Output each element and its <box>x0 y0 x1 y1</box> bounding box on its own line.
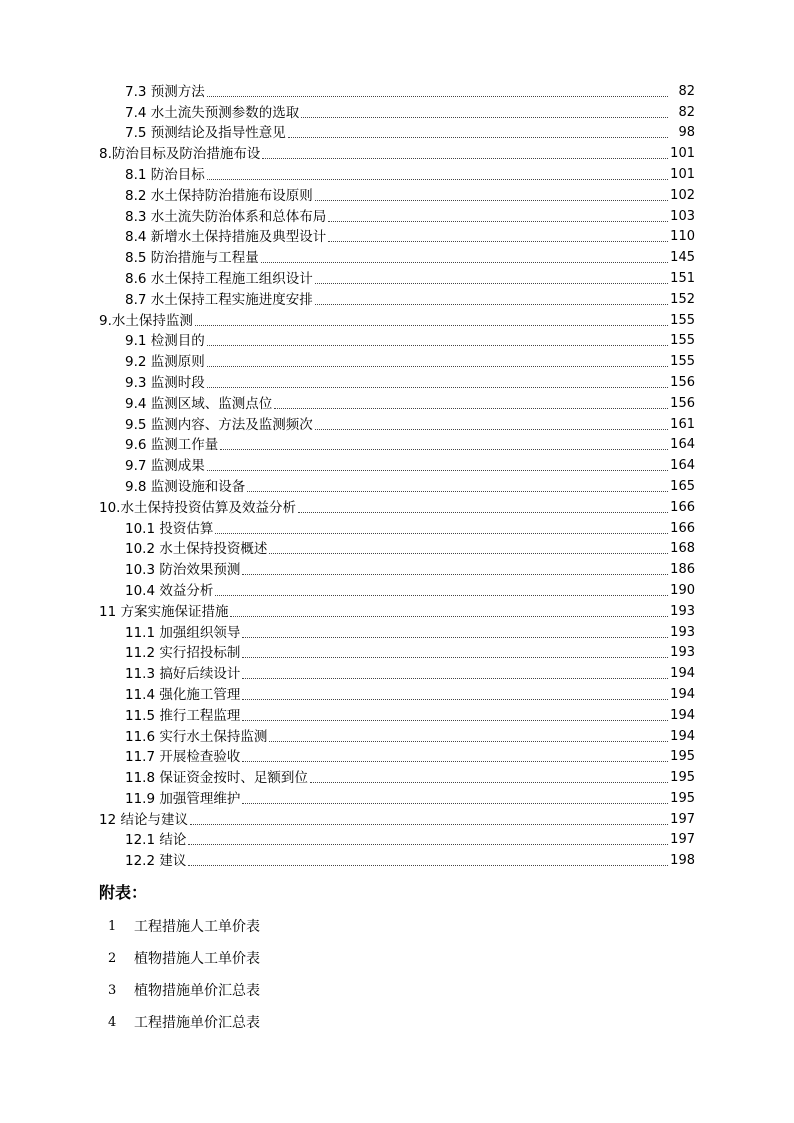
appendix-item <box>108 942 260 974</box>
toc-entry-title: 7.5 预测结论及指导性意见 <box>125 125 286 142</box>
appendix-item <box>108 910 260 942</box>
toc-entry-page: 155 <box>670 333 695 349</box>
table-of-contents <box>0 79 794 869</box>
dot-leader <box>261 262 668 263</box>
toc-entry-title: 12.2 建议 <box>125 853 187 870</box>
toc-entry-title: 8.2 水土保持防治措施布设原则 <box>125 187 313 204</box>
dot-leader <box>298 512 668 513</box>
dot-leader <box>315 304 668 305</box>
toc-entry[interactable] <box>0 183 794 204</box>
dot-leader <box>315 200 668 201</box>
toc-entry-title: 11 方案实施保证措施 <box>99 603 229 620</box>
toc-entry[interactable] <box>0 641 794 662</box>
dot-leader <box>328 241 668 242</box>
toc-entry-page: 161 <box>670 416 695 432</box>
appendix-item-number: 3 <box>108 982 117 998</box>
appendix-list <box>108 910 260 1038</box>
toc-entry-title: 9.水土保持监测 <box>99 312 193 329</box>
dot-leader <box>190 824 668 825</box>
toc-entry-title: 11.5 推行工程监理 <box>125 707 241 724</box>
toc-entry-title: 11.1 加强组织领导 <box>125 624 241 641</box>
toc-entry-title: 9.2 监测原则 <box>125 354 205 371</box>
toc-entry-page: 168 <box>670 541 695 557</box>
toc-entry-page: 103 <box>670 208 695 224</box>
appendix-item-label: 工程措施单价汇总表 <box>134 1015 260 1031</box>
dot-leader <box>230 616 668 617</box>
dot-leader <box>207 366 668 367</box>
toc-entry-title: 11.7 开展检查验收 <box>125 749 241 766</box>
appendix-item-label: 工程措施人工单价表 <box>134 919 260 935</box>
toc-entry[interactable] <box>0 786 794 807</box>
toc-entry[interactable] <box>0 329 794 350</box>
appendix-item <box>108 1006 260 1038</box>
toc-entry-title: 11.6 实行水土保持监测 <box>125 728 268 745</box>
toc-entry[interactable] <box>0 807 794 828</box>
toc-entry-page: 145 <box>670 250 695 266</box>
toc-entry-title: 10.4 效益分析 <box>125 582 214 599</box>
toc-entry-title: 9.3 监测时段 <box>125 374 205 391</box>
toc-entry[interactable] <box>0 100 794 121</box>
toc-entry-page: 193 <box>670 645 695 661</box>
dot-leader <box>242 574 668 575</box>
toc-entry-title: 11.3 搞好后续设计 <box>125 666 241 683</box>
dot-leader <box>242 761 668 762</box>
toc-entry-title: 11.8 保证资金按时、足额到位 <box>125 770 308 787</box>
dot-leader <box>207 179 668 180</box>
toc-entry-page: 155 <box>670 312 695 328</box>
toc-entry-page: 197 <box>670 832 695 848</box>
toc-entry-title: 9.5 监测内容、方法及监测频次 <box>125 416 313 433</box>
toc-entry-page: 164 <box>670 437 695 453</box>
toc-entry[interactable] <box>0 703 794 724</box>
dot-leader <box>242 803 668 804</box>
dot-leader <box>269 741 668 742</box>
toc-entry[interactable] <box>0 474 794 495</box>
toc-entry[interactable] <box>0 745 794 766</box>
toc-entry[interactable] <box>0 245 794 266</box>
toc-entry-page: 186 <box>670 562 695 578</box>
toc-entry[interactable] <box>0 412 794 433</box>
dot-leader <box>288 137 668 138</box>
toc-entry-page: 164 <box>670 458 695 474</box>
toc-entry-title: 10.水土保持投资估算及效益分析 <box>99 499 296 516</box>
toc-entry[interactable] <box>0 828 794 849</box>
toc-entry-page: 195 <box>670 790 695 806</box>
dot-leader <box>328 221 668 222</box>
toc-entry-page: 98 <box>678 125 695 141</box>
toc-entry-page: 101 <box>670 166 695 182</box>
toc-entry-title: 10.2 水土保持投资概述 <box>125 541 268 558</box>
appendix-title: 附表： <box>99 883 148 902</box>
toc-entry-title: 9.6 监测工作量 <box>125 437 219 454</box>
dot-leader <box>242 699 668 700</box>
dot-leader <box>269 553 668 554</box>
toc-entry-page: 195 <box>670 770 695 786</box>
dot-leader <box>315 283 668 284</box>
toc-entry[interactable] <box>0 121 794 142</box>
dot-leader <box>242 720 668 721</box>
dot-leader <box>188 865 668 866</box>
toc-entry-page: 82 <box>678 83 695 99</box>
toc-entry-page: 165 <box>670 478 695 494</box>
toc-entry-page: 152 <box>670 291 695 307</box>
toc-entry-page: 102 <box>670 187 695 203</box>
toc-entry-title: 9.4 监测区域、监测点位 <box>125 395 273 412</box>
dot-leader <box>301 117 668 118</box>
toc-entry[interactable] <box>0 661 794 682</box>
toc-entry-title: 8.防治目标及防治措施布设 <box>99 146 261 163</box>
toc-entry-page: 190 <box>670 582 695 598</box>
dot-leader <box>274 408 668 409</box>
toc-entry[interactable] <box>0 79 794 100</box>
toc-entry-title: 7.3 预测方法 <box>125 83 205 100</box>
toc-entry-page: 194 <box>670 666 695 682</box>
toc-entry-title: 8.6 水土保持工程施工组织设计 <box>125 270 313 287</box>
toc-entry-title: 8.1 防治目标 <box>125 166 205 183</box>
toc-entry-title: 11.2 实行招投标制 <box>125 645 241 662</box>
toc-entry[interactable] <box>0 599 794 620</box>
dot-leader <box>207 345 668 346</box>
appendix-item-number: 2 <box>108 950 117 966</box>
toc-entry[interactable] <box>0 266 794 287</box>
dot-leader <box>220 449 668 450</box>
dot-leader <box>247 491 668 492</box>
toc-entry-title: 7.4 水土流失预测参数的选取 <box>125 104 300 121</box>
toc-entry-page: 195 <box>670 749 695 765</box>
toc-entry[interactable] <box>0 537 794 558</box>
toc-entry[interactable] <box>0 204 794 225</box>
toc-entry-page: 194 <box>670 707 695 723</box>
toc-entry-page: 156 <box>670 395 695 411</box>
toc-entry-title: 9.7 监测成果 <box>125 458 205 475</box>
toc-entry[interactable] <box>0 391 794 412</box>
toc-entry-title: 10.1 投资估算 <box>125 520 214 537</box>
toc-entry-page: 166 <box>670 520 695 536</box>
toc-entry-title: 8.3 水土流失防治体系和总体布局 <box>125 208 327 225</box>
toc-entry-title: 9.1 检测目的 <box>125 333 205 350</box>
dot-leader <box>242 678 668 679</box>
dot-leader <box>310 782 668 783</box>
toc-entry-page: 197 <box>670 811 695 827</box>
toc-entry[interactable] <box>0 308 794 329</box>
toc-entry-page: 193 <box>670 624 695 640</box>
dot-leader <box>207 470 668 471</box>
dot-leader <box>242 637 668 638</box>
toc-entry-page: 166 <box>670 499 695 515</box>
toc-entry[interactable] <box>0 495 794 516</box>
toc-entry-title: 12.1 结论 <box>125 832 187 849</box>
toc-entry[interactable] <box>0 557 794 578</box>
toc-entry[interactable] <box>0 516 794 537</box>
toc-entry-title: 12 结论与建议 <box>99 811 188 828</box>
toc-entry-title: 10.3 防治效果预测 <box>125 562 241 579</box>
toc-entry[interactable] <box>0 765 794 786</box>
dot-leader <box>215 595 668 596</box>
dot-leader <box>207 96 668 97</box>
dot-leader <box>242 657 668 658</box>
toc-entry[interactable] <box>0 578 794 599</box>
appendix-item-number: 1 <box>108 918 117 934</box>
toc-entry-page: 110 <box>670 229 695 245</box>
toc-entry[interactable] <box>0 225 794 246</box>
appendix-item-label: 植物措施人工单价表 <box>134 951 260 967</box>
appendix-item <box>108 974 260 1006</box>
toc-entry[interactable] <box>0 848 794 869</box>
dot-leader <box>188 844 668 845</box>
dot-leader <box>315 429 668 430</box>
dot-leader <box>215 533 668 534</box>
toc-entry[interactable] <box>0 287 794 308</box>
toc-entry[interactable] <box>0 141 794 162</box>
toc-entry-page: 101 <box>670 146 695 162</box>
appendix-item-number: 4 <box>108 1014 117 1030</box>
toc-entry[interactable] <box>0 453 794 474</box>
toc-entry-title: 11.4 强化施工管理 <box>125 686 241 703</box>
toc-entry-page: 156 <box>670 374 695 390</box>
toc-entry[interactable] <box>0 724 794 745</box>
toc-entry[interactable] <box>0 433 794 454</box>
toc-entry-page: 155 <box>670 354 695 370</box>
dot-leader <box>195 325 668 326</box>
dot-leader <box>207 387 668 388</box>
toc-entry-page: 151 <box>670 270 695 286</box>
toc-entry-page: 194 <box>670 728 695 744</box>
toc-entry-title: 11.9 加强管理维护 <box>125 790 241 807</box>
dot-leader <box>262 158 668 159</box>
toc-entry[interactable] <box>0 349 794 370</box>
toc-entry-title: 8.4 新增水土保持措施及典型设计 <box>125 229 327 246</box>
toc-entry-title: 9.8 监测设施和设备 <box>125 478 246 495</box>
toc-entry[interactable] <box>0 620 794 641</box>
toc-entry-title: 8.5 防治措施与工程量 <box>125 250 259 267</box>
toc-entry[interactable] <box>0 370 794 391</box>
appendix-item-label: 植物措施单价汇总表 <box>134 983 260 999</box>
toc-entry-title: 8.7 水土保持工程实施进度安排 <box>125 291 313 308</box>
toc-entry-page: 198 <box>670 853 695 869</box>
toc-entry[interactable] <box>0 162 794 183</box>
toc-entry-page: 82 <box>678 104 695 120</box>
toc-entry-page: 193 <box>670 603 695 619</box>
toc-entry-page: 194 <box>670 686 695 702</box>
toc-entry[interactable] <box>0 682 794 703</box>
